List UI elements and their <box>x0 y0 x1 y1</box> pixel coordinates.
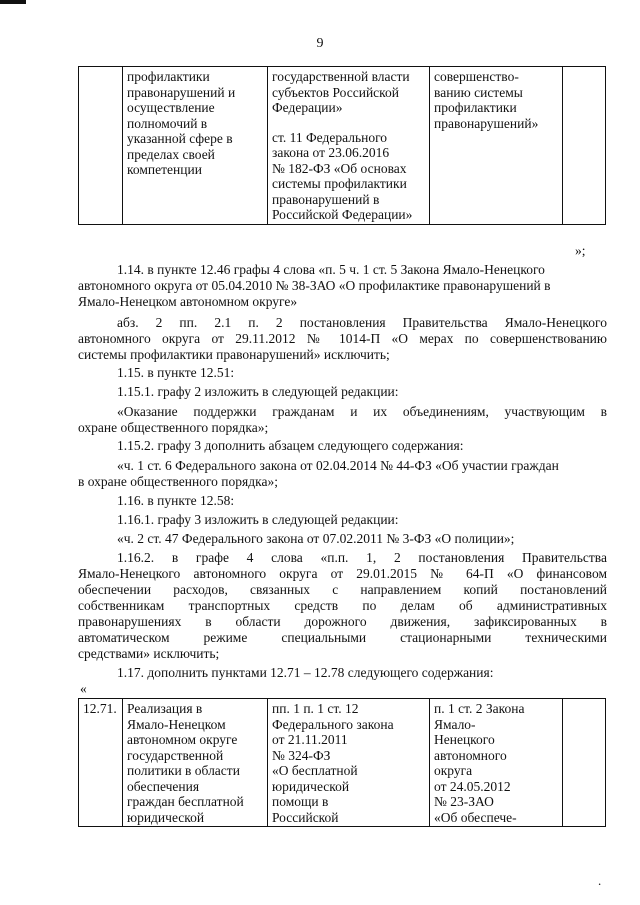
cell-line: автономного <box>434 747 507 763</box>
amendment-1-17: 1.17. дополнить пунктами 12.71 – 12.78 следующего содержания: <box>117 665 494 680</box>
cell-line: правонарушений в <box>272 191 380 207</box>
cell-line: профилактики <box>434 100 517 115</box>
cell-line: юридической <box>272 778 350 794</box>
cell-line: ванию системы <box>434 84 523 100</box>
amendment-1-16: 1.16. в пункте 12.58: <box>117 493 235 508</box>
cell-line: округа <box>434 763 473 778</box>
amendment-1-15-2: 1.15.2. графу 3 дополнить абзацем следующего содержания: <box>117 438 464 453</box>
cell-line: закона от 23.06.2016 <box>272 145 390 160</box>
table-continued-top <box>78 66 606 225</box>
abz-line: автономного округа от 29.11.2012 № 1014-П «О мерах по совершенствованию <box>78 331 607 346</box>
quote-line: «ч. 2 ст. 47 Федерального закона от 07.02.2011 № 3-ФЗ «О полиции»; <box>117 531 515 546</box>
cell-line: от 21.11.2011 <box>272 732 348 747</box>
amendment-1-16-2-line: 1.16.2. в графе 4 слова «п.п. 1, 2 постановления Правительства <box>117 550 607 565</box>
cell-line: Ямало-Ненецком <box>127 716 226 732</box>
cell-line: государственной власти <box>272 69 410 84</box>
amendment-1-16-2-line: средствами» исключить; <box>78 646 220 661</box>
table-cell-legal-basis <box>268 699 430 827</box>
opening-quote: « <box>80 681 87 696</box>
table-row <box>79 699 606 827</box>
amendment-1-16-2-line: правонарушениях в области дорожного движения, зафиксированных в <box>78 614 607 629</box>
table-cell-number <box>79 67 123 225</box>
cell-paragraph <box>272 130 425 223</box>
cell-line: Российской <box>272 809 339 825</box>
cell-line: пп. 1 п. 1 ст. 12 <box>272 701 359 716</box>
cell-line: осуществление <box>127 100 215 115</box>
cell-line: № 182-ФЗ «Об основах <box>272 160 407 176</box>
amendment-1-15: 1.15. в пункте 12.51: <box>117 365 235 380</box>
trailing-dot: . <box>598 873 602 888</box>
corner-scan-mark <box>0 0 26 4</box>
cell-line: Российской Федерации» <box>272 207 413 222</box>
cell-line: № 324-ФЗ <box>272 747 331 763</box>
table-cell-empty <box>563 699 606 827</box>
quote-line: «ч. 1 ст. 6 Федерального закона от 02.04.2014 № 44-ФЗ «Об участии граждан <box>117 458 559 473</box>
cell-line: Федерального закона <box>272 716 394 732</box>
cell-line: граждан бесплатной <box>127 794 244 809</box>
cell-line: Ненецкого <box>434 732 495 747</box>
table-row <box>79 67 606 225</box>
quote-line: «Оказание поддержки гражданам и их объединениям, участвующим в <box>117 404 607 419</box>
table-cell-legal-basis <box>268 67 430 225</box>
cell-line: Реализация в <box>127 701 203 716</box>
cell-line: профилактики <box>127 69 210 84</box>
cell-line: Федерации» <box>272 100 343 115</box>
cell-line: от 24.05.2012 <box>434 778 511 794</box>
cell-line: «Об обеспече- <box>434 809 517 825</box>
abz-line: абз. 2 пп. 2.1 п. 2 постановления Правительства Ямало-Ненецкого <box>117 315 607 330</box>
table-new-items <box>78 698 606 827</box>
cell-line: «О бесплатной <box>272 763 358 778</box>
cell-line: пределах своей <box>127 146 215 162</box>
amendment-1-16-2-line: обеспечении расходов, связанных с направлением копий постановлений <box>78 582 607 597</box>
cell-line: ст. 11 Федерального <box>272 129 388 145</box>
table-cell-regional-act <box>430 699 563 827</box>
cell-line: полномочий в <box>127 115 208 131</box>
cell-line: указанной сфере в <box>127 131 233 146</box>
cell-paragraph <box>272 69 425 116</box>
amendment-1-16-2-line: автоматическом режиме специальными стационарными техническими <box>78 630 607 645</box>
amendment-1-14-line: 1.14. в пункте 12.46 графы 4 слова «п. 5 ч. 1 ст. 5 Закона Ямало-Ненецкого <box>117 262 545 277</box>
closing-quote: »; <box>575 243 586 258</box>
cell-line: системы профилактики <box>272 176 407 191</box>
table-cell-number: 12.71. <box>79 699 123 827</box>
amendment-1-16-1: 1.16.1. графу 3 изложить в следующей редакции: <box>117 512 399 527</box>
amendment-1-14-line: автономного округа от 05.04.2010 № 38-ЗАО «О профилактике правонарушений в <box>78 278 551 293</box>
cell-line: № 23-ЗАО <box>434 794 494 809</box>
cell-line: политики в области <box>127 763 240 778</box>
amendment-1-15-1: 1.15.1. графу 2 изложить в следующей редакции: <box>117 384 399 399</box>
amendment-1-16-2-line: собственникам транспортных средств по делам об административных <box>78 598 607 613</box>
quote-line: охране общественного порядка»; <box>78 420 269 435</box>
cell-line: юридической <box>127 809 205 825</box>
cell-line: компетенции <box>127 162 202 177</box>
cell-line: п. 1 ст. 2 Закона <box>434 701 525 716</box>
page-number: 9 <box>316 36 324 51</box>
cell-line: обеспечения <box>127 778 200 794</box>
cell-line: субъектов Российской <box>272 84 400 100</box>
cell-line: совершенство- <box>434 69 519 84</box>
table-cell-regional-act <box>430 67 563 225</box>
table-cell-empty <box>563 67 606 225</box>
cell-line: правонарушений и <box>127 84 236 100</box>
table-cell-description <box>123 67 268 225</box>
abz-line: системы профилактики правонарушений» исключить; <box>78 347 390 362</box>
cell-line: правонарушений» <box>434 115 539 131</box>
cell-line: автономном округе <box>127 732 238 747</box>
cell-line: государственной <box>127 747 224 763</box>
cell-line: Ямало- <box>434 716 476 732</box>
table-cell-description <box>123 699 268 827</box>
cell-line: помощи в <box>272 794 329 809</box>
amendment-1-14-line: Ямало-Ненецком автономном округе» <box>78 294 298 309</box>
amendment-1-16-2-line: Ямало-Ненецкого автономного округа от 29.01.2015 № 64-П «О финансовом <box>78 566 607 581</box>
quote-line: в охране общественного порядка»; <box>78 474 278 489</box>
